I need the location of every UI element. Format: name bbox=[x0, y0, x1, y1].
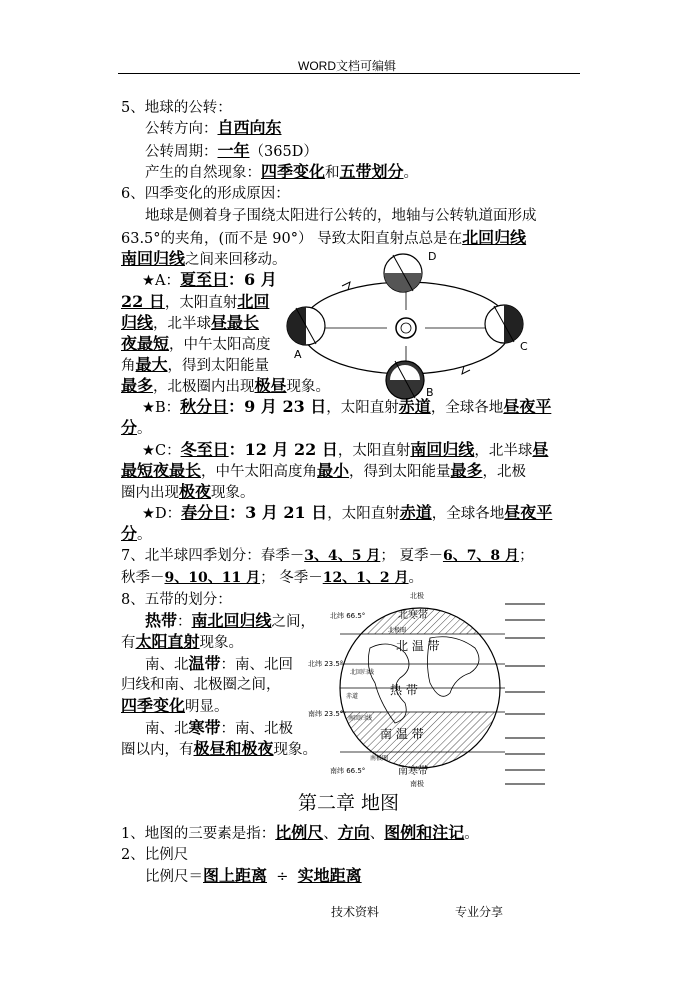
s5-period-note: （365D） bbox=[249, 144, 318, 160]
ch2-l1g: 。 bbox=[464, 826, 479, 842]
lbl-s66: 南纬 66.5° bbox=[330, 767, 366, 775]
s6-b-date: ：9 月 23 日 bbox=[228, 397, 327, 416]
sun-rays bbox=[505, 604, 545, 784]
s7-l2b: 9、10、11 月 bbox=[164, 570, 261, 586]
s6-a-t6: ，北极圈内出现 bbox=[153, 379, 255, 395]
s8-cold-b2: 极昼和极夜 bbox=[193, 739, 274, 758]
earth-d bbox=[384, 250, 436, 292]
s6-a-t3: ，中午太阳高度 bbox=[169, 337, 271, 353]
s6-a-line2 bbox=[121, 292, 269, 313]
s8-temp-t4: 明显。 bbox=[185, 699, 229, 715]
s6-c-t5: ，北极 bbox=[482, 464, 527, 480]
s6-a-line4 bbox=[121, 334, 271, 355]
s6-c-star: ★C： bbox=[142, 443, 181, 459]
s8-cold-t3: 圈以内，有 bbox=[121, 742, 194, 758]
s8-temp-2: 归线和南、北极圈之间， bbox=[121, 677, 281, 693]
s6-a-name: 夏至日 bbox=[179, 270, 228, 289]
s6-c-b1: 南回归线 bbox=[410, 440, 475, 459]
s5-phen-and: 和 bbox=[325, 165, 340, 181]
s6-a-b6: 最多 bbox=[121, 376, 154, 395]
s6-p2b: 北回归线 bbox=[462, 228, 527, 247]
ch2-l1d: 方向 bbox=[337, 823, 370, 842]
s5-dir-val: 自西向东 bbox=[217, 118, 282, 137]
lbl-n66: 北纬 66.5° bbox=[330, 612, 366, 620]
s6-a-line3 bbox=[121, 313, 259, 334]
ch2-line1 bbox=[121, 823, 479, 844]
s8-hot-t4: 现象。 bbox=[199, 635, 244, 651]
s6-c-date: ：12 月 22 日 bbox=[228, 440, 338, 459]
s8-temp-b1: 温带 bbox=[188, 654, 221, 673]
orbit-arrow-icon bbox=[342, 282, 350, 290]
s6-c-b4: 最小 bbox=[317, 461, 350, 480]
s6-title: 6、四季变化的形成原因： bbox=[121, 186, 290, 202]
s6-a-b1: 北回 bbox=[237, 292, 270, 311]
s6-d-b1: 赤道 bbox=[399, 503, 432, 522]
s6-a-t4: 角 bbox=[121, 358, 136, 374]
lbl-antarctic: 南极圈 bbox=[370, 755, 389, 762]
ch2-l1a: 1、地图的三要素是指： bbox=[121, 826, 276, 842]
s8-cold-t1: 南、北 bbox=[145, 721, 189, 737]
label-d: D bbox=[428, 250, 437, 263]
s6-c-t2: ，北半球 bbox=[474, 443, 533, 459]
s5-phen-end: 。 bbox=[403, 165, 419, 181]
s5-period-val: 一年 bbox=[217, 141, 250, 160]
s6-p3b: 之间来回移动。 bbox=[185, 252, 287, 268]
s6-c-t6: 圈内出现 bbox=[121, 485, 179, 501]
s5-title: 5、地球的公转： bbox=[121, 100, 232, 116]
s6-c-b5: 最多 bbox=[450, 461, 483, 480]
ch2-l1c: 、 bbox=[323, 826, 338, 842]
s6-d-t1: ，太阳直射 bbox=[327, 506, 400, 522]
s8-hot-2 bbox=[121, 632, 243, 653]
s7-l1c: ； 夏季－ bbox=[380, 548, 443, 564]
s6-c-line2 bbox=[121, 461, 526, 482]
sun-icon bbox=[396, 318, 416, 338]
s8-hot-1 bbox=[145, 611, 315, 632]
s8-temp-1 bbox=[145, 654, 293, 675]
s7-l2a: 秋季－ bbox=[121, 570, 165, 586]
s6-c-t7: 现象。 bbox=[211, 485, 255, 501]
s6-a-b2: 归线 bbox=[121, 313, 154, 332]
s7-l1b: 3、4、5 月 bbox=[304, 548, 381, 564]
lbl-zone-ncold: 北寒带 bbox=[398, 610, 428, 621]
s6-c-t1: ，太阳直射 bbox=[337, 443, 411, 459]
s5-phen-label: 产生的自然现象： bbox=[145, 165, 261, 181]
s6-a-line5 bbox=[121, 355, 269, 376]
lbl-zone-stemp: 南 温 带 bbox=[380, 727, 424, 741]
s8-temp-t2: ：南、北回 bbox=[220, 657, 294, 673]
footer-left: 技术资料 bbox=[331, 905, 380, 919]
s8-cold-t2: ：南、北极 bbox=[220, 721, 294, 737]
s6-a-t7: 现象。 bbox=[286, 379, 331, 395]
header-rule bbox=[118, 73, 580, 74]
ch2-l3a: 比例尺＝ bbox=[145, 869, 203, 885]
s6-a-t5: ，得到太阳能量 bbox=[167, 358, 270, 374]
s6-c-name: 冬至日 bbox=[180, 440, 229, 459]
ch2-l3c: ÷ bbox=[267, 869, 298, 885]
s6-d-end: 。 bbox=[137, 527, 152, 543]
earth-c bbox=[485, 305, 528, 353]
s6-b-b1: 赤道 bbox=[398, 397, 431, 416]
header-text: WORD文档可编辑 bbox=[298, 59, 396, 73]
s6-a-line1 bbox=[142, 270, 277, 291]
s6-c-line1 bbox=[142, 440, 548, 461]
s8-title: 8、五带的划分： bbox=[121, 592, 232, 608]
s5-phen bbox=[145, 162, 418, 183]
s6-c-t3: ，中午太阳高度角 bbox=[201, 464, 318, 480]
s8-hot-b2: 太阳直射 bbox=[135, 632, 200, 651]
footer-right: 专业分享 bbox=[455, 905, 504, 919]
s8-hot-t3: 有 bbox=[121, 635, 136, 651]
s8-cold-1 bbox=[145, 718, 293, 739]
s5-period bbox=[145, 141, 318, 162]
s6-b-name: 秋分日 bbox=[180, 397, 229, 416]
lbl-cancer: 北回归线 bbox=[350, 669, 375, 676]
lbl-south-pole: 南极 bbox=[410, 780, 424, 788]
ch2-line3 bbox=[145, 866, 362, 887]
earth-b bbox=[386, 361, 434, 399]
s6-d-name: 春分日 bbox=[181, 503, 230, 522]
s6-a-t1: ，太阳直射 bbox=[164, 295, 238, 311]
lbl-equator: 赤道 bbox=[346, 693, 359, 700]
s6-a-t2: ，北半球 bbox=[153, 316, 212, 332]
s6-a-b3: 昼最长 bbox=[211, 313, 260, 332]
s7-l1d: 6、7、8 月 bbox=[442, 548, 520, 564]
s8-cold-t4: 现象。 bbox=[273, 742, 318, 758]
s6-c-line3 bbox=[121, 482, 255, 503]
s7-l1a: 7、北半球四季划分：春季－ bbox=[121, 548, 305, 564]
s8-cold-b1: 寒带 bbox=[188, 718, 221, 737]
ch2-l1e: 、 bbox=[369, 826, 385, 842]
lbl-zone-scold: 南寒带 bbox=[398, 766, 428, 777]
s5-phen-a: 四季变化 bbox=[261, 162, 326, 181]
lbl-capricorn: 南回归线 bbox=[348, 715, 373, 722]
s5-dir-label: 公转方向： bbox=[145, 121, 218, 137]
lbl-arctic: 北极圈 bbox=[388, 627, 407, 634]
s7-line2 bbox=[121, 568, 423, 588]
s7-l2e: 。 bbox=[408, 570, 424, 586]
s6-d-b2: 昼夜平 bbox=[504, 503, 553, 522]
ch2-l1b: 比例尺 bbox=[275, 823, 324, 842]
s8-hot: 热带 bbox=[145, 611, 178, 630]
s5-dir bbox=[145, 118, 282, 139]
s7-line1 bbox=[121, 546, 534, 566]
s8-hot-b1: 南北回归线 bbox=[191, 611, 272, 630]
s6-b-b3: 分 bbox=[121, 418, 138, 437]
s7-l2c: ； 冬季－ bbox=[260, 570, 323, 586]
s6-b-line2 bbox=[121, 418, 152, 439]
s7-l1e: ； bbox=[519, 548, 534, 564]
s6-b-t2: ，全球各地 bbox=[430, 400, 504, 416]
s6-b-line1 bbox=[142, 397, 551, 418]
s6-a-b7: 极昼 bbox=[254, 376, 287, 395]
s6-c-b3: 最短夜最长 bbox=[121, 461, 202, 480]
s6-b-end: 。 bbox=[137, 421, 152, 437]
s6-b-star: ★B： bbox=[142, 400, 181, 416]
lbl-zone-hot: 热 带 bbox=[390, 683, 418, 697]
s6-p1: 地球是侧着身子围绕太阳进行公转的，地轴与公转轨道面形成 bbox=[145, 208, 537, 224]
s6-d-star: ★D： bbox=[142, 506, 182, 522]
lbl-n23: 北纬 23.5° bbox=[308, 660, 344, 668]
ch2-l1f: 图例和注记 bbox=[384, 823, 465, 842]
s6-b-b2: 昼夜平 bbox=[503, 397, 552, 416]
ch2-l3d: 实地距离 bbox=[297, 866, 362, 885]
s8-temp-t1: 南、北 bbox=[145, 657, 189, 673]
lbl-s23: 南纬 23.5° bbox=[308, 710, 344, 718]
orbit-arrow-icon-2 bbox=[462, 366, 470, 374]
lbl-zone-ntemp: 北 温 带 bbox=[396, 639, 440, 653]
s6-p2a: 63.5°的夹角，(而不是 90°） 导致太阳直射点总是在 bbox=[121, 231, 463, 247]
s6-a-date1: ：6 月 bbox=[228, 270, 277, 289]
chapter-title: 第二章 地图 bbox=[298, 792, 400, 814]
s6-d-date: ：3 月 21 日 bbox=[229, 503, 328, 522]
label-c: C bbox=[520, 340, 528, 353]
s6-c-b2: 昼 bbox=[532, 440, 549, 459]
label-b: B bbox=[426, 386, 434, 399]
s6-a-b5: 最大 bbox=[135, 355, 168, 374]
s5-period-label: 公转周期： bbox=[145, 144, 218, 160]
s7-l2d: 12、1、2 月 bbox=[322, 570, 409, 586]
s6-p3a: 南回归线 bbox=[121, 249, 186, 268]
orbit-diagram bbox=[282, 246, 532, 402]
s6-d-t2: ，全球各地 bbox=[431, 506, 505, 522]
lbl-north-pole: 北极 bbox=[410, 592, 424, 600]
climate-zone-diagram bbox=[300, 588, 550, 788]
s8-temp-b2: 四季变化 bbox=[121, 696, 186, 715]
label-a: A bbox=[294, 348, 302, 361]
s8-hot-t2: 之间， bbox=[271, 614, 316, 630]
s6-b-t1: ，太阳直射 bbox=[326, 400, 399, 416]
s6-c-b6: 极夜 bbox=[179, 482, 212, 501]
s6-a-b4: 夜最短 bbox=[121, 334, 170, 353]
s6-a-date2: 22 日 bbox=[121, 292, 165, 311]
s6-d-line1 bbox=[142, 503, 552, 524]
s8-temp-3 bbox=[121, 696, 229, 717]
s6-d-line2 bbox=[121, 524, 152, 545]
ch2-line2: 2、比例尺 bbox=[121, 847, 189, 863]
s6-c-t4: ，得到太阳能量 bbox=[349, 464, 451, 480]
ch2-l3b: 图上距离 bbox=[203, 866, 268, 885]
s6-p3 bbox=[121, 249, 287, 270]
s8-hot-t1: ： bbox=[177, 614, 192, 630]
earth-a bbox=[287, 307, 325, 361]
s6-d-b3: 分 bbox=[121, 524, 138, 543]
s5-phen-b: 五带划分 bbox=[339, 162, 404, 181]
s8-cold-2 bbox=[121, 739, 317, 760]
s6-a-star: ★A： bbox=[142, 273, 180, 289]
